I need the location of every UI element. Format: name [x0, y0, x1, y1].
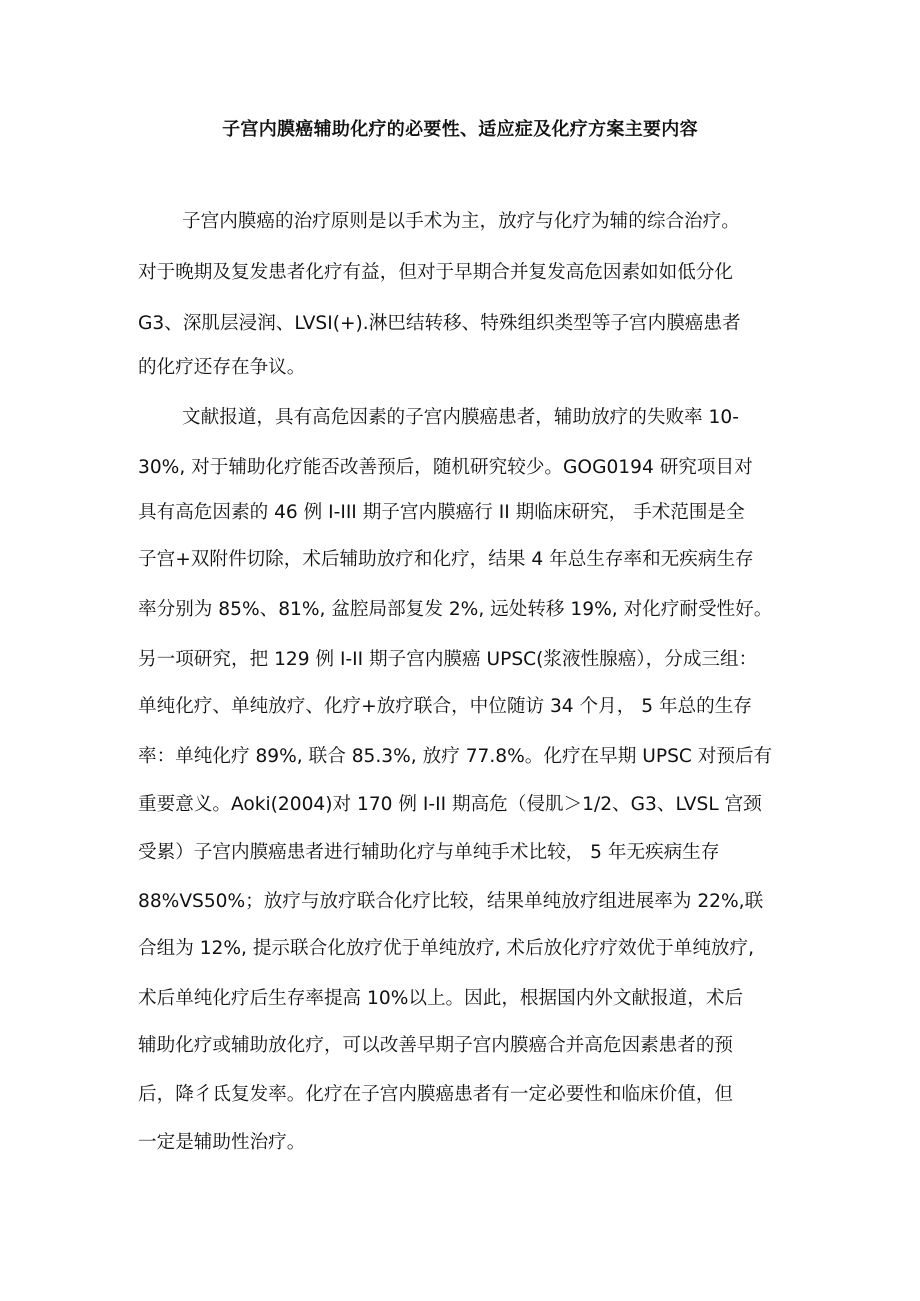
paragraph-2-line-8: 率：单纯化疗 89%, 联合 85.3%, 放疗 77.8%。化疗在早期 UPSC 对预后有 [138, 746, 773, 767]
paragraph-2-line-12: 合组为 12%, 提示联合化放疗优于单纯放疗, 术后放化疗疗效优于单纯放疗, [138, 938, 755, 959]
document-title: 子宫内膜癌辅助化疗的必要性、适应症及化疗方案主要内容 [222, 119, 698, 140]
paragraph-1-line-1: 子宫内膜癌的治疗原则是以手术为主，放疗与化疗为辅的综合治疗。 [182, 211, 740, 232]
paragraph-1-line-4: 的化疗还存在争议。 [138, 357, 306, 378]
paragraph-1-line-2: 对于晚期及复发患者化疗有益，但对于早期合并复发高危因素如如低分化 [138, 262, 734, 283]
paragraph-1-line-3: G3、深肌层浸润、LVSI(+).淋巴结转移、特殊组织类型等子宫内膜癌患者 [138, 313, 741, 334]
paragraph-2-line-13: 术后单纯化疗后生存率提高 10%以上。因此，根据国内外文献报道，术后 [138, 988, 744, 1009]
paragraph-2-line-5: 率分别为 85%、81%, 盆腔局部复发 2%, 远处转移 19%, 对化疗耐受性好。 [138, 599, 773, 620]
paragraph-2-line-11: 88%VS50%；放疗与放疗联合化疗比较，结果单纯放疗组进展率为 22%,联 [138, 891, 764, 912]
paragraph-2-line-16: 一定是辅助性治疗。 [138, 1132, 306, 1153]
paragraph-2-line-4: 子宫+双附件切除，术后辅助放疗和化疗，结果 4 年总生存率和无疾病生存 [138, 549, 754, 570]
paragraph-2-line-1: 文献报道，具有高危因素的子宫内膜癌患者，辅助放疗的失败率 10- [182, 407, 739, 428]
paragraph-2-line-3: 具有高危因素的 46 例 I-III 期子宫内膜癌行 II 期临床研究， 手术范围是全 [138, 502, 745, 523]
paragraph-2-line-9: 重要意义。Aoki(2004)对 170 例 I-II 期高危（侵肌＞1/2、G3、LVSL 宫颈 [138, 794, 762, 815]
paragraph-2-line-14: 辅助化疗或辅助放化疗，可以改善早期子宫内膜癌合并高危因素患者的预 [138, 1035, 734, 1056]
paragraph-2-line-7: 单纯化疗、单纯放疗、化疗+放疗联合，中位随访 34 个月， 5 年总的生存 [138, 696, 752, 717]
paragraph-2-line-2: 30%, 对于辅助化疗能否改善预后，随机研究较少。GOG0194 研究项目对 [138, 457, 753, 478]
paragraph-2-line-6: 另一项研究，把 129 例 I-II 期子宫内膜癌 UPSC(浆液性腺癌），分成三组： [138, 649, 758, 670]
paragraph-2-line-15: 后，降彳氐复发率。化疗在子宫内膜癌患者有一定必要性和临床价值，但 [138, 1084, 734, 1105]
paragraph-2-line-10: 受累）子宫内膜癌患者进行辅助化疗与单纯手术比较， 5 年无疾病生存 [138, 842, 720, 863]
